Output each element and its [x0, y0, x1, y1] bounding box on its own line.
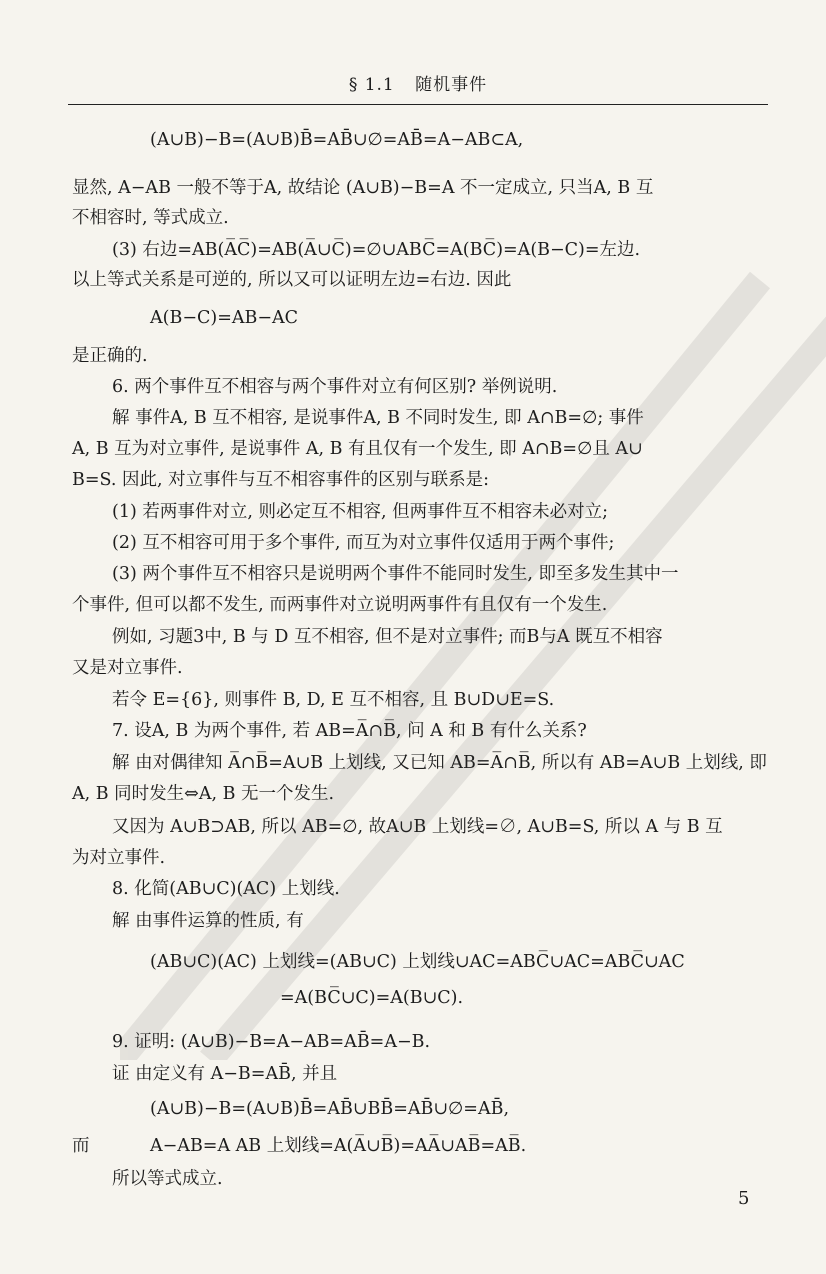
- text-line: 又因为 A∪B⊃AB, 所以 AB=∅, 故A∪B 上划线=∅, A∪B=S, 所以 A 与 B 互: [112, 817, 723, 837]
- text-line: 个事件, 但可以都不发生, 而两事件对立说明两事件有且仅有一个发生.: [72, 595, 608, 615]
- section-title: 随机事件: [415, 75, 488, 95]
- text-line: 显然, A−AB 一般不等于A, 故结论 (A∪B)−B=A 不一定成立, 只当A, B 互: [72, 178, 654, 198]
- text-line: 例如, 习题3中, B 与 D 互不相容, 但不是对立事件; 而B与A 既互不相容: [112, 627, 663, 647]
- text-line: 是正确的.: [72, 346, 148, 366]
- text-line: 9. 证明: (A∪B)−B=A−AB=AB̄=A−B.: [112, 1032, 431, 1052]
- page-number: 5: [738, 1188, 750, 1209]
- text-line: 证 由定义有 A−B=AB̄, 并且: [112, 1064, 338, 1084]
- text-line: 解 由事件运算的性质, 有: [112, 911, 304, 931]
- text-line: 解 由对偶律知 A̅∩B̅=A∪B 上划线, 又已知 AB=A̅∩B̅, 所以有 AB=A∪B 上划线, 即: [112, 753, 767, 773]
- text-line: A, B 同时发生⇔A, B 无一个发生.: [72, 784, 335, 804]
- text-line: 6. 两个事件互不相容与两个事件对立有何区别? 举例说明.: [112, 377, 558, 397]
- text-line: 而: [72, 1136, 90, 1156]
- text-line: (3) 两个事件互不相容只是说明两个事件不能同时发生, 即至多发生其中一: [112, 564, 679, 584]
- text-line: (AB∪C)(AC) 上划线=(AB∪C) 上划线∪AC=ABC̅∪AC=ABC̅∪AC: [150, 952, 685, 972]
- text-line: B=S. 因此, 对立事件与互不相容事件的区别与联系是:: [72, 470, 490, 490]
- text-line: (1) 若两事件对立, 则必定互不相容, 但两事件互不相容未必对立;: [112, 502, 608, 522]
- text-line: =A(BC̅∪C)=A(B∪C).: [280, 988, 464, 1008]
- text-line: 8. 化简(AB∪C)(AC) 上划线.: [112, 879, 340, 899]
- text-line: (2) 互不相容可用于多个事件, 而互为对立事件仅适用于两个事件;: [112, 533, 615, 553]
- text-line: (A∪B)−B=(A∪B)B̄=AB̄∪∅=AB̄=A−AB⊂A,: [150, 130, 524, 150]
- text-line: 不相容时, 等式成立.: [72, 208, 229, 228]
- text-line: 以上等式关系是可逆的, 所以又可以证明左边=右边. 因此: [72, 270, 512, 290]
- text-line: 为对立事件.: [72, 848, 166, 868]
- text-line: 若令 E={6}, 则事件 B, D, E 互不相容, 且 B∪D∪E=S.: [112, 690, 555, 710]
- text-line: 所以等式成立.: [112, 1169, 223, 1189]
- text-line: (3) 右边=AB(A̅C̅)=AB(A̅∪C̅)=∅∪ABC̅=A(BC̅)=A(B−C)=左边.: [112, 240, 641, 260]
- text-line: A, B 互为对立事件, 是说事件 A, B 有且仅有一个发生, 即 A∩B=∅且 A∪: [72, 439, 643, 459]
- header-rule: [68, 104, 768, 105]
- text-line: 7. 设A, B 为两个事件, 若 AB=A̅∩B̅, 问 A 和 B 有什么关系?: [112, 721, 587, 741]
- text-line: A(B−C)=AB−AC: [150, 308, 299, 328]
- running-header: [68, 70, 768, 100]
- text-line: 解 事件A, B 互不相容, 是说事件A, B 不同时发生, 即 A∩B=∅; 事件: [112, 408, 644, 428]
- text-line: A−AB=A AB 上划线=A(A̅∪B̅)=AA̅∪AB̅=AB̅.: [150, 1136, 527, 1156]
- text-line: (A∪B)−B=(A∪B)B̄=AB̄∪BB̄=AB̄∪∅=AB̄,: [150, 1099, 510, 1119]
- section-number: § 1.1: [348, 75, 395, 95]
- diagonal-watermark: [120, 240, 826, 1060]
- text-line: 又是对立事件.: [72, 658, 183, 678]
